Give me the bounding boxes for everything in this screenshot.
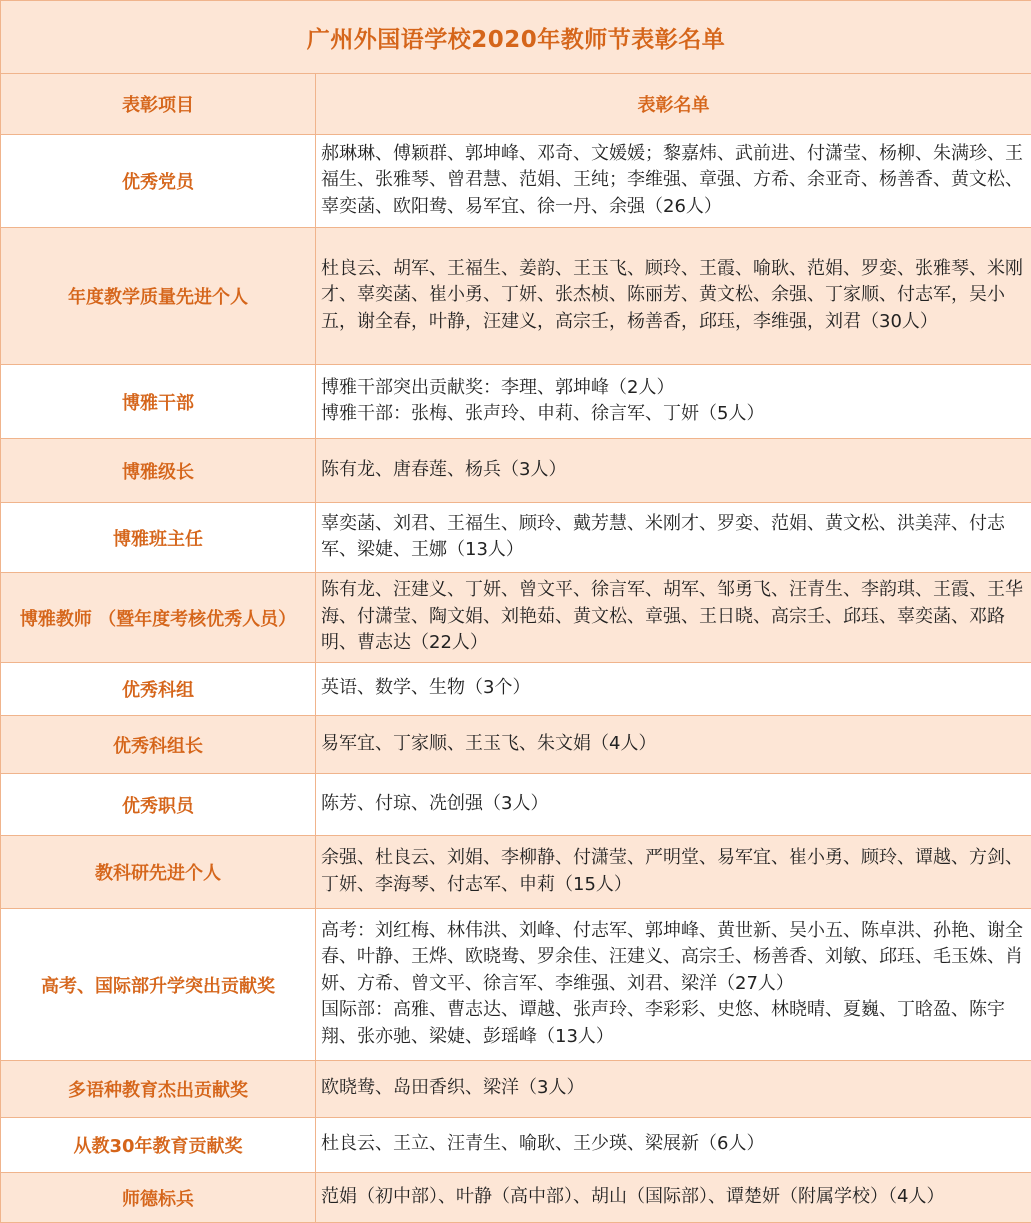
table-row — [1, 1173, 1031, 1223]
award-names — [316, 439, 1031, 503]
award-names — [316, 1061, 1031, 1118]
award-names — [316, 1173, 1031, 1223]
award-category: 高考、国际部升学突出贡献奖 — [1, 909, 316, 1061]
table-row — [1, 909, 1031, 1061]
name-line: 陈芳、付琼、冼创强（3人） — [321, 792, 549, 814]
name-line: 范娟（初中部）、叶静（高中部）、胡山（国际部）、谭楚妍（附属学校）（4人） — [321, 1185, 945, 1207]
name-line: 国际部：高雅、曹志达、谭越、张声玲、李彩彩、史悠、林晓晴、夏巍、丁晗盈、陈宇翔、张亦驰、梁婕、彭瑶峰（13人） — [321, 999, 1005, 1047]
award-names — [316, 909, 1031, 1061]
award-category: 多语种教育杰出贡献奖 — [1, 1061, 316, 1118]
award-names — [316, 774, 1031, 836]
table-row — [1, 1061, 1031, 1118]
table-row — [1, 1118, 1031, 1173]
award-category: 博雅教师 （暨年度考核优秀人员） — [1, 573, 316, 663]
table-row — [1, 439, 1031, 503]
award-names — [316, 135, 1031, 228]
table-row — [1, 503, 1031, 573]
name-line: 博雅干部：张梅、张声玲、申莉、徐言军、丁妍（5人） — [321, 403, 765, 424]
table-row — [1, 573, 1031, 663]
award-names — [316, 663, 1031, 716]
table-row — [1, 774, 1031, 836]
name-line: 易军宜、丁家顺、王玉飞、朱文娟（4人） — [321, 732, 657, 754]
award-category: 从教30年教育贡献奖 — [1, 1118, 316, 1173]
award-names — [316, 228, 1031, 365]
award-names — [316, 573, 1031, 663]
name-line: 杜良云、王立、汪青生、喻耿、王少瑛、梁展新（6人） — [321, 1133, 765, 1155]
table-row — [1, 663, 1031, 716]
name-line: 郝琳琳、傅颖群、郭坤峰、邓奇、文媛媛；黎嘉炜、武前进、付潇莹、杨柳、朱满珍、王福生、张雅琴、曾君慧、范娟、王纯；李维强、章强、方希、余亚奇、杨善香、黄文松、辜奕菡、欧阳鸯、易军宜、徐一丹、余强（26人） — [321, 142, 1023, 217]
header-category: 表彰项目 — [1, 74, 316, 135]
table-row — [1, 228, 1031, 365]
award-category: 优秀党员 — [1, 135, 316, 228]
table-row — [1, 836, 1031, 909]
title-row — [1, 1, 1031, 74]
award-category: 优秀职员 — [1, 774, 316, 836]
table-row — [1, 135, 1031, 228]
table-row — [1, 365, 1031, 439]
name-line: 高考：刘红梅、林伟洪、刘峰、付志军、郭坤峰、黄世新、吴小五、陈卓洪、孙艳、谢全春、叶静、王烨、欧晓鸯、罗余佳、汪建义、高宗壬、杨善香、刘敏、邱珏、毛玉姝、肖妍、方希、曾文平、徐言军、李维强、刘君、梁洋（27人） — [321, 919, 1023, 994]
award-category: 师德标兵 — [1, 1173, 316, 1223]
name-line: 欧晓鸯、岛田香织、梁洋（3人） — [321, 1077, 585, 1099]
table-row — [1, 716, 1031, 774]
award-category: 教科研先进个人 — [1, 836, 316, 909]
award-names — [316, 1118, 1031, 1173]
award-category: 博雅班主任 — [1, 503, 316, 573]
award-category: 优秀科组 — [1, 663, 316, 716]
award-category: 年度教学质量先进个人 — [1, 228, 316, 365]
award-category: 优秀科组长 — [1, 716, 316, 774]
award-names — [316, 836, 1031, 909]
header-names: 表彰名单 — [316, 74, 1031, 135]
award-category: 博雅级长 — [1, 439, 316, 503]
header-row — [1, 74, 1031, 135]
award-category: 博雅干部 — [1, 365, 316, 439]
name-line: 英语、数学、生物（3个） — [321, 677, 531, 699]
name-line: 辜奕菡、刘君、王福生、顾玲、戴芳慧、米刚才、罗娈、范娟、黄文松、洪美萍、付志军、梁婕、王娜（13人） — [321, 512, 1005, 560]
award-names — [316, 716, 1031, 774]
award-names — [316, 503, 1031, 573]
award-names — [316, 365, 1031, 439]
name-line: 陈有龙、汪建义、丁妍、曾文平、徐言军、胡军、邹勇飞、汪青生、李韵琪、王霞、王华海、付潇莹、陶文娟、刘艳茹、黄文松、章强、王日晓、高宗壬、邱珏、辜奕菡、邓路明、曹志达（22人） — [321, 579, 1023, 654]
table-title: 广州外国语学校2020年教师节表彰名单 — [1, 1, 1031, 74]
name-line: 博雅干部突出贡献奖：李理、郭坤峰（2人） — [321, 376, 675, 398]
name-line: 陈有龙、唐春莲、杨兵（3人） — [321, 458, 567, 480]
name-line: 杜良云、胡军、王福生、姜韵、王玉飞、顾玲、王霞、喻耿、范娟、罗娈、张雅琴、米刚才、辜奕菡、崔小勇、丁妍、张杰桢、陈丽芳、黄文松、余强、丁家顺、付志军，吴小五，谢全春，叶静，汪建义，高宗壬，杨善香，邱珏，李维强，刘君（30人） — [321, 257, 1023, 332]
name-line: 余强、杜良云、刘娟、李柳静、付潇莹、严明堂、易军宜、崔小勇、顾玲、谭越、方剑、丁妍、李海琴、付志军、申莉（15人） — [321, 847, 1023, 895]
